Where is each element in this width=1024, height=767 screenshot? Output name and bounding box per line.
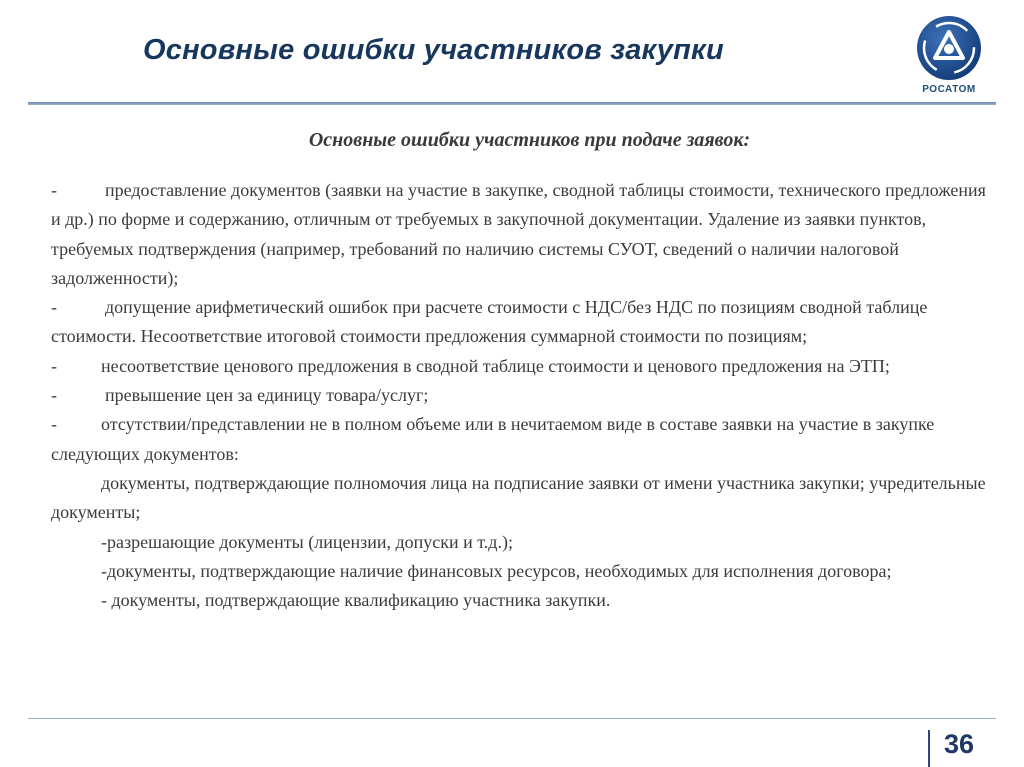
slide-title: Основные ошибки участников закупки: [143, 34, 724, 66]
logo-text: РОСАТОМ: [922, 84, 976, 95]
list-item-lead: предоставление документов (заявки на участие в закупке, сводной таблицы стоимости,: [105, 180, 774, 200]
list-item: [51, 352, 996, 381]
list-item-rest: участие в закупке следующих документов:: [51, 414, 935, 464]
section-subtitle: Основные ошибки участников при подаче заявок:: [308, 129, 751, 151]
list-dash: -: [51, 385, 57, 406]
error-list: [51, 176, 996, 615]
sub-item: [51, 528, 996, 557]
list-dash: -: [51, 297, 57, 318]
list-item: [51, 293, 996, 352]
list-item: [51, 176, 996, 293]
sub-item-lead: -документы, подтверждающие наличие финансовых ресурсов, необходимых для исполнения: [101, 560, 814, 581]
rosatom-logo: [911, 14, 987, 98]
sub-item-lead: документы, подтверждающие полномочия лица на подписание заявки от имени участника: [101, 472, 795, 493]
sub-item-lead: - документы, подтверждающие квалификацию участника закупки.: [101, 590, 611, 611]
list-item-lead: отсутствии/представлении не в полном объеме или в нечитаемом виде в составе заявки на: [101, 414, 795, 435]
sub-item-rest: закупки; учредительные документы;: [51, 472, 986, 523]
list-item-lead: допущение арифметический ошибок при расчете стоимости с НДС/без НДС по позициям: [105, 297, 796, 318]
page-number-separator: [928, 730, 930, 767]
page-number: 36: [944, 729, 975, 759]
list-item: [51, 410, 996, 469]
list-dash: -: [51, 180, 57, 200]
list-item-lead: превышение цен за единицу товара/услуг;: [105, 385, 429, 406]
rosatom-emblem-icon: [911, 14, 987, 84]
list-item-rest: ЭТП;: [849, 355, 890, 376]
sub-item: [51, 469, 996, 528]
sub-item: [51, 586, 996, 615]
footer-divider: [28, 718, 996, 719]
list-item-lead: несоответствие ценового предложения в сводной таблице стоимости и ценового предложения на: [101, 355, 845, 376]
list-dash: -: [51, 414, 57, 435]
list-item-rest: технического предложения и др.) по форме и содержанию, отличным от требуемых в закупочной документации. Удаление из заявки пунктов, требуемых подтверждения (например, требований по наличию системы СУОТ, сведений о наличии налоговой задолженности);: [51, 180, 986, 288]
sub-item: [51, 557, 996, 586]
list-item-rest: сводной таблице стоимости. Несоответствие итоговой стоимости предложения суммарной стоимости по позициям;: [51, 297, 928, 347]
sub-item-lead: -разрешающие документы (лицензии, допуски и т.д.);: [101, 531, 513, 552]
header-divider: [28, 102, 996, 105]
list-dash: -: [51, 355, 57, 376]
sub-item-rest: договора;: [818, 560, 892, 581]
list-item: [51, 381, 996, 410]
